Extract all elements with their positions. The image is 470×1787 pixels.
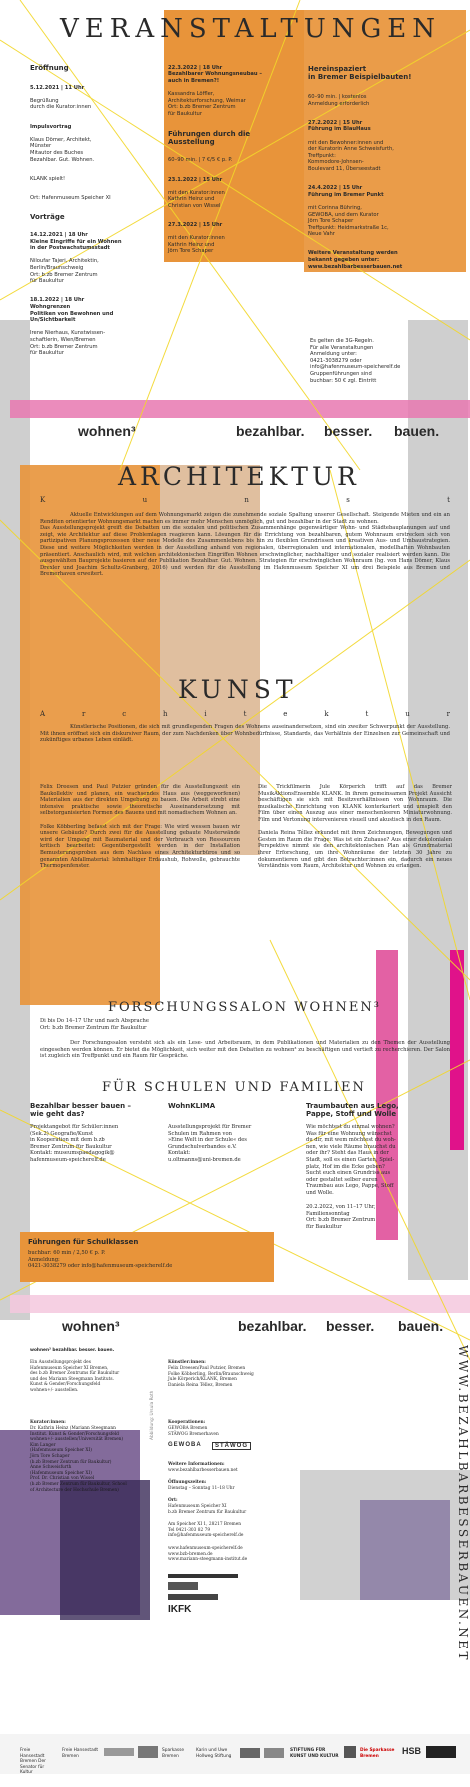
sponsor-logo-mark	[264, 1748, 284, 1758]
subtitle-letter: r	[81, 710, 86, 718]
subtitle-letter: r	[446, 710, 450, 718]
curators-list: Dr. Kathrin Heinz (Mariann Steegmann Institut. Kunst & Gender/Forschungsfeld wohnen+/- ausstellen/Universität Bremen) Kim Langer (Hafenmuseum Speicher XI) Jörn Tore Schaper (b.zb Bremer Zentrum für Baukultur) Anne Schweisfurth (Hafenmuseum Speicher XI) Prof. Dr. Christian von Wissel (b.zb Bremer Zentrum für Baukultur, School of Architecture der Hochschule Bremen)	[30, 1426, 127, 1493]
school-tours-body: buchbar: 60 min / 2,50 € p. P. Anmeldung: 0421-3038279 oder info@hafenmuseum-speicherelf.de	[28, 1250, 173, 1270]
event-title: 24.4.2022 | 15 Uhr Führung im Bremer Punkt	[308, 185, 384, 198]
sponsor-logo-mark	[104, 1748, 134, 1756]
event-body: mit den Bewohner:innen und der Kuratorin Anne Schweisfurth, Treffpunkt: Kommodore-Johnsen- Boulevard 11, Überseestadt	[308, 139, 394, 172]
ikfk-logo: IKFK	[168, 1604, 192, 1615]
subtitle-letter: h	[163, 710, 168, 718]
event-body: Kassandra Löffler, Architekturforschung, Weimar Ort: b.zb Bremer Zentrum für Baukultur	[168, 90, 246, 117]
subtitle-letter: t	[243, 710, 247, 718]
event-title: 14.12.2021 | 18 Uhr Kleine Eingriffe für ein Wohnen in der Postwachstumsstadt	[30, 232, 122, 252]
gewoba-logo: GEWOBA	[168, 1442, 202, 1448]
schools-col3-body: Wie möchtest du einmal wohnen? Was für eine Wohnung wünschst du dir, mit wem möchtest du woh- nen, wie viele Räume brauchst du oder ihr? Steht das Haus in der Stadt, soll es einen Garten, Spiel- platz, Hof im die Ecke geben? Sucht euch einen Grundriss aus oder gestaltet selber euren Traumbau aus Lego, Pappe, Stoff und Wolle.	[306, 1124, 396, 1196]
subtitle-letter: c	[122, 710, 127, 718]
web-links[interactable]: www.hafenmuseum-speicherelf.de www.bzb-bremen.de www.mariann-steegmann-institut.de	[168, 1546, 248, 1563]
vertical-url[interactable]: WWW.BEZAHLBARBESSERBAUEN.NET	[456, 1345, 470, 1663]
sponsor-logo: Freie Hansestadt Bremen	[62, 1748, 99, 1759]
coop-list: GEWOBA Bremen STÄWOG Bremerhaven	[168, 1426, 219, 1437]
sponsor-logo: Sparkasse Bremen	[162, 1748, 185, 1759]
band-word-bezahlbar: bezahlbar.	[236, 423, 305, 439]
tours-price: 60–90 min. | 7 €/5 € p. P.	[168, 157, 233, 164]
sponsor-logo: Die Sparkasse Bremen	[360, 1748, 395, 1759]
events-left-column	[30, 58, 160, 369]
kunst-column-1: Felix Dreesen und Paul Putzier gründen für die Ausstellungszeit ein Baukollektiv und planen, ein wachsendes Haus aus (weggeworfenen) Materialien aus der direkten Umgebung zu bauen. Die Arbeit strebt eine intensive praktische sowie theoretische Auseinandersetzung mit selbstorganisierten Formen des Bauens und mit nomadischem Wohnen an. Folke Köbberling befasst sich mit der Frage: Wie wird wessen bauen wir unsere Gebäude? Durch zwei für die Ausstellung gebaute Musterwände wird der Umgang mit Baumaterial und der Verbrauch von Ressourcen kritisch bearbeitet: Gegenübergestellt werden in der Installation Bemusterungsproben aus dem Nachlass eines Architekturbüros und so genannten Abfallmaterial: lehmhaltiger Erdaushub, Rohwolle, gebrauchte Thermopenfenster.	[40, 784, 240, 870]
sponsor-logo-mark	[240, 1748, 260, 1758]
more-events: Weitere Veranstaltung werden bekannt gegeben unter: www.bezahlbarbesserbauen.net	[308, 250, 403, 270]
credits-intro: Ein Ausstellungsprojekt des Hafenmuseum Speicher XI Bremen, des b.zb Bremer Zentrums für Baukultur und des Mariann Steegmann Instituts. Kunst & Gender/Forschungsfeld wohnen+/- ausstellen.	[30, 1360, 120, 1393]
kunst-title: KUNST	[178, 675, 298, 704]
architektur-subtitle	[40, 496, 450, 504]
credits-tagline: wohnen³ bezahlbar. besser. bauen.	[30, 1348, 115, 1353]
band-word-bauen: bauen.	[398, 1318, 444, 1334]
event-body: mit Corinna Bühring, GEWOBA, und dem Kurator Jörn Tore Schaper Treffpunkt: Heidmarkstraße 1c, Neue Vahr	[308, 204, 389, 238]
event-body: Niloufar Tajeri, Architektin, Berlin/Braunschweig Ort: b.zb Bremer Zentrum für Baukultur	[30, 258, 99, 285]
place-label: Ort:	[168, 1498, 178, 1503]
sponsor-logo: HSB	[402, 1746, 422, 1756]
registration-rules: Es gelten die 3G-Regeln. Für alle Veranstaltungen Anmeldung unter: 0421-3038279 oder info@hafenmuseum-speicherelf.de Gruppenführungen sind buchbar: 50 € zgl. Eintritt	[310, 338, 401, 384]
event-title: Impulsvortrag	[30, 123, 72, 130]
band-word-besser: besser.	[324, 423, 373, 439]
school-tours-box	[20, 1232, 274, 1282]
kunst-subtitle	[40, 710, 450, 718]
info-link[interactable]: www.bezahlbarbesserbauen.net	[168, 1468, 238, 1473]
band-2	[0, 1316, 470, 1338]
schools-col1-body: Projektangebot für Schüler:innen (Sek.2) Geografie/Kunst in Kooperation mit dem b.zb Bremer Zentrum für Baukultur Kontakt: museumspaedagogik@ hafenmuseum-speicherelf.de	[30, 1124, 119, 1163]
subtitle-letter: u	[405, 710, 410, 718]
sponsor-logo: Karin und Uwe Hollweg Stiftung	[196, 1748, 232, 1759]
msi-logo	[168, 1594, 218, 1600]
sponsor-logo: Freie Hansestadt Bremen Der Senator für Kultur	[20, 1748, 46, 1776]
band-1	[0, 420, 470, 442]
subtitle-letter: n	[244, 496, 249, 504]
address: Am Speicher XI 1, 28217 Bremen Tel 0421-303 82 79 info@hafenmuseum-speicherelf.de	[168, 1522, 244, 1539]
staewog-logo: STÄWOG	[212, 1442, 251, 1450]
sponsor-logo-mark	[138, 1746, 158, 1758]
place-value: Hafenmuseum Speicher XI b.zb Bremer Zentrum für Baukultur	[168, 1504, 247, 1515]
event-title: 23.1.2022 | 15 Uhr	[168, 176, 223, 183]
schools-title: FÜR SCHULEN UND FAMILIEN	[102, 1080, 366, 1095]
salon-title: FORSCHUNGSSALON WOHNEN³	[108, 1000, 381, 1015]
architektur-title: ARCHITEKTUR	[118, 462, 360, 491]
schools-col2-title: WohnKLIMA	[168, 1102, 216, 1110]
event-title: 22.3.2022 | 18 Uhr Bezahlbarer Wohnungsneubau – auch in Bremen?!	[168, 64, 263, 84]
event-title: 27.2.2022 | 15 Uhr Führung im BlauHaus	[308, 119, 371, 133]
sponsor-logo-mark	[344, 1746, 356, 1758]
band-word-bezahlbar: bezahlbar.	[238, 1318, 307, 1334]
band-word-besser: besser.	[326, 1318, 375, 1334]
event-body: Irene Nierhaus, Kunstwissen- schaftlerin, Wien/Bremen Ort: b.zb Bremer Zentrum für Baukultur	[30, 330, 106, 357]
subtitle-letter: k	[324, 710, 329, 718]
event-title: 5.12.2021 | 11 Uhr	[30, 84, 85, 91]
event-body: mit den Kurator:innen Kathrin Heinz und Jörn Tore Schaper	[168, 235, 225, 255]
kunst-column-2: Die Trickfilmerin Jule Körperich trifft auf das Bremer MusikAktionsEnsemble KLANK. In ihrem gemeinsamen Projekt Aussicht beschäftigen sie sich mit Besitzverhältnissen von Wohnraum. Die musikalische Einrichtung von KLANK konterkariert und umspielt den Film über einen Auszug aus einer menschenleeren Miniaturwohnung. Film und Vertonung intervenieren visuell und akustisch in den Raum. Daniela Reina Téllez erkundet mit ihren Zeichnungen, Bewegungen und Gesten im Raum die Frage: Was ist ein Zuhause? Aus einer dekolonialen Perspektive nimmt sie den architektonischen Plan als Grundmaterial ihrer Erforschung, um ihre Wohnräume der letzten 30 Jahre zu dokumentieren und gibt den Betrachter:innen ein, dadurch ein neues Verständnis vom Raum, Architektur und Wohnen zu erlangen.	[258, 784, 452, 870]
event-title: 18.1.2022 | 18 Uhr Wohngrenzen Politiken von Bewohnen und Un/Sichtbarkeit	[30, 297, 114, 324]
subtitle-letter: K	[40, 496, 46, 504]
photo-credit: Abbildung: Ursula Roth	[150, 1390, 155, 1440]
hours-value: Dienstag – Sonntag 11–18 Uhr	[168, 1486, 235, 1491]
event-body: mit den Kurator:innen Kathrin Heinz und Christian von Wissel	[168, 189, 225, 209]
schools-col3-title: Traumbauten aus Lego, Pappe, Stoff und Wolle	[306, 1102, 399, 1119]
band-word-bauen: bauen.	[394, 423, 440, 439]
event-body: Ort: Hafenmuseum Speicher XI	[30, 194, 111, 201]
subtitle-letter: t	[365, 710, 369, 718]
subtitle-letter: i	[204, 710, 207, 718]
salon-when: Di bis Do 14–17 Uhr und nach Absprache Ort: b.zb Bremer Zentrum für Baukultur	[40, 1018, 149, 1031]
band-wohnen-label: wohnen³	[78, 423, 136, 439]
tours-right-intro: 60–90 min. | kostenlos Anmeldung erforderlich	[308, 94, 370, 107]
band-wohnen-label: wohnen³	[62, 1318, 120, 1334]
talks-heading: Vorträge	[30, 213, 65, 222]
architektur-text: Aktuelle Entwicklungen auf dem Wohnungsmarkt zeigen die zunehmende soziale Spaltung unserer Gesellschaft. Steigende Mieten und ein an Renditen orientierter Wohnungsmarkt machen es immer mehr Menschen unmöglich, gut und bezahlbar in der Stadt zu wohnen. Das Ausstellungsprojekt greift die Debatten um die sozialen und politischen Zusammenhänge gegenwärtiger Wohn- und Städtebauplanungen auf und zeigt, wie Architektur auf diese Problemlagen reagieren kann. Lösungen für die Errichtung von bezahlbaren, gutem Wohnraum erstrecken sich von partizipativen Planungsprozessen über neue Modelle des Zusammenlebens bis hin zu flexiblen Grundrissen und kreativen Aus- und Umbaustrategien. Diese und weitere Möglichkeiten werden in der Ausstellung anhand von regionalen, überregionalen und internationalen, modellhaften Wohnbauten präsentiert. Anschaulich wird, mit welchen architektonischen Eingriffen Wohnen erschwinglicher, nachhaltiger und sozialer realisiert werden kann. Die ausgewählten Bauprojekte basieren auf der Publikation Bezahlbar. Gut. Wohnen. Strategien für erschwinglichen Wohnraum (hg. von Hans Dömer, Klaus Drexler und Joachim Schultz-Granberg, 2016) und werden für die Ausstellung im Hafenmuseum Speicher XI um drei Beispiele aus Bremen und Bremerhaven erweitert.	[40, 512, 450, 578]
sponsor-logo: STIFTUNG FÜR KUNST UND KULTUR	[290, 1748, 339, 1759]
subtitle-letter: A	[40, 710, 46, 718]
page-title: VERANSTALTUNGEN	[60, 14, 442, 44]
salon-text: Der Forschungssalon versteht sich als ein Lese- und Arbeitsraum, in dem Publikationen und Materialien zu den Themen der Ausstellung eingesehen werden können. Er bietet die Möglichkeit, sich weiter mit den Debatten zu wohnen³ zu beschäftigen und vertieft zu recherchieren. Der Salon ist zugleich ein Treffpunkt und ein Raum für Gespräche.	[40, 1040, 450, 1060]
event-body: Begrüßung durch die Kurator:innen	[30, 97, 92, 111]
tours-heading: Führungen durch die Ausstellung	[168, 129, 251, 147]
artists-label: Künstler:innen:	[168, 1360, 206, 1365]
opening-heading: Eröffnung	[30, 63, 69, 72]
info-label: Weitere Informationen:	[168, 1462, 225, 1467]
schools-col1-title: Bezahlbar besser bauen – wie geht das?	[30, 1102, 132, 1119]
event-body: KLANK spielt!	[30, 175, 66, 182]
schools-col2-body: Ausstellungsprojekt für Bremer Schulen im Rahmen von »Eine Welt in der Schule« des Grundschulverbandes e.V. Kontakt: u.oltmanns@uni-bremen.de	[168, 1124, 252, 1163]
event-title: 27.3.2022 | 15 Uhr	[168, 222, 223, 229]
partner-logos	[168, 1574, 258, 1615]
artists-list: Felix Dreesen/Paul Putzier, Bremen Folke Köbberling, Berlin/Braunschweig Jule Körperich/KLANK, Bremen Daniela Reina Téllez, Bremen	[168, 1366, 254, 1388]
subtitle-letter: e	[283, 710, 288, 718]
tours-right-heading: Hereinspaziert in Bremer Beispielbauten!	[308, 64, 412, 81]
subtitle-letter: s	[346, 496, 350, 504]
bzb-logo	[168, 1582, 198, 1590]
curators-label: Kurator:innen:	[30, 1420, 66, 1425]
hours-label: Öffnungszeiten:	[168, 1480, 207, 1485]
school-tours-title: Führungen für Schulklassen	[28, 1238, 139, 1246]
subtitle-letter: t	[447, 496, 450, 504]
subtitle-letter: u	[142, 496, 148, 504]
event-body: Klaus Dömer, Architekt, Münster Mitautor des Buches Bezahlbar. Gut. Wohnen.	[30, 136, 95, 163]
hafenmuseum-logo	[168, 1574, 238, 1578]
sponsor-logo-mark	[426, 1746, 456, 1758]
events-right-column	[308, 58, 464, 285]
sponsor-strip	[0, 1734, 470, 1774]
kunst-intro: Künstlerische Positionen, die sich mit grundlegenden Fragen des Wohnens auseinandersetzen, sind ein zweiter Schwerpunkt der Ausstellung. Mit ihnen eröffnet sich ein diskursiver Raum, der zum Nachdenken über Wohnbedürfnisse, Standards, das Verhältnis der Einzelnen zur Gemeinschaft und zukünftiges urbanes Leben einlädt.	[40, 724, 450, 744]
schools-col3-date: 20.2.2022, von 11–17 Uhr, Familiensonntag Ort: b.zb Bremer Zentrum für Baukultur	[306, 1204, 376, 1230]
coop-label: Kooperationen:	[168, 1420, 206, 1425]
events-mid-column	[168, 58, 300, 268]
